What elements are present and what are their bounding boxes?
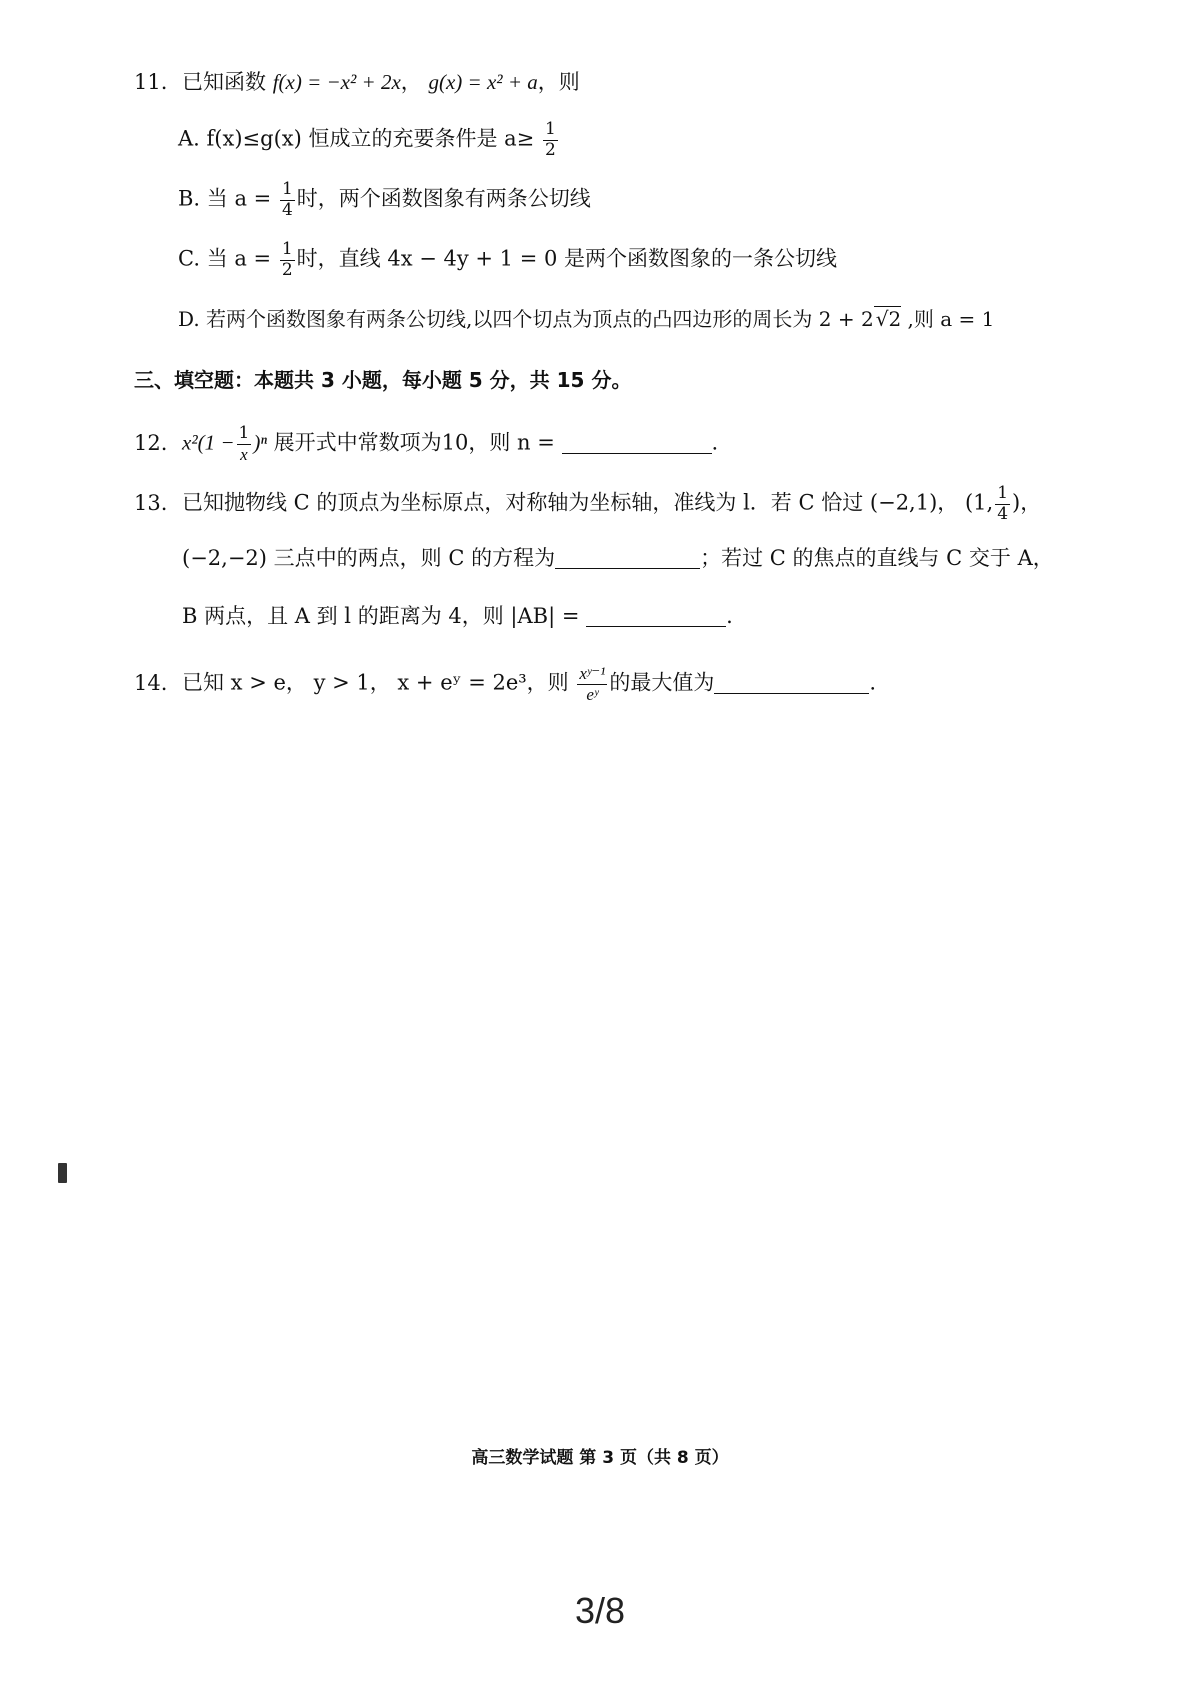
q11-number: 11. — [134, 70, 168, 94]
q13-point2-num: 1 — [997, 483, 1009, 503]
option-c-frac-den: 2 — [281, 259, 293, 280]
option-c-letter: C. — [178, 246, 200, 271]
option-a-text: f(x)≤g(x) 恒成立的充要条件是 a≥ — [206, 126, 535, 151]
q13-point2-prefix: (1, — [964, 490, 994, 515]
option-b-fraction — [280, 180, 295, 220]
q14-answer-blank[interactable] — [714, 675, 869, 694]
option-a-fraction — [543, 120, 558, 160]
q12-fraction — [237, 424, 252, 464]
q14 — [134, 664, 876, 704]
q11-g-def: g(x) = x² + a — [428, 70, 538, 94]
q12-expr-suffix: )ⁿ — [253, 430, 267, 455]
q13-point2-fraction — [995, 484, 1010, 524]
q13-ab-blank[interactable] — [586, 608, 726, 627]
q13-line3-end: . — [726, 604, 733, 628]
q13-line-3 — [182, 606, 733, 627]
q12-expr-prefix: x²(1 − — [182, 430, 235, 455]
option-b-frac-den: 4 — [281, 199, 293, 220]
q13-equation-blank[interactable] — [555, 550, 700, 569]
q13-number: 13. — [134, 490, 168, 515]
option-b-letter: B. — [178, 186, 201, 211]
option-d-sqrt: √2 — [875, 307, 902, 331]
q13-line2-a: (−2,−2) 三点中的两点，则 C 的方程为 — [182, 546, 556, 570]
option-a-letter: A. — [178, 126, 200, 151]
q13-line1-text: 已知抛物线 C 的顶点为坐标原点，对称轴为坐标轴，准线为 l．若 C 恰过 (−2,1)， — [182, 490, 959, 515]
option-d-text-1: 若两个函数图象有两条公切线,以四个切点为顶点的凸四边形的周长为 2 + 2 — [206, 307, 874, 331]
q13-line-1 — [134, 484, 1041, 524]
q11-option-b — [178, 180, 591, 220]
q14-fraction — [577, 664, 607, 704]
q11-option-d — [178, 309, 994, 329]
option-d-letter: D. — [178, 307, 200, 331]
page-footer: 高三数学试题 第 3 页（共 8 页） — [471, 1448, 729, 1468]
q12-frac-den: x — [240, 444, 248, 464]
q13-point2-den: 4 — [997, 503, 1009, 524]
q11-stem: 11. 已知函数 f(x) = −x² + 2x， g(x) = x² + a，则 — [134, 70, 580, 94]
q12 — [134, 424, 718, 464]
option-a-frac-num: 1 — [544, 119, 556, 139]
option-c-text-2: 时，直线 4x − 4y + 1 = 0 是两个函数图象的一条公切线 — [296, 246, 838, 271]
q14-frac-num: xʸ⁻¹ — [579, 664, 606, 683]
scan-mark — [58, 1163, 67, 1183]
page-indicator: 3/8 — [574, 1590, 626, 1631]
q11-stem-prefix: 已知函数 — [182, 70, 266, 94]
option-b-frac-num: 1 — [281, 179, 293, 199]
q12-frac-num: 1 — [238, 423, 250, 443]
option-b-text-2: 时，两个函数图象有两条公切线 — [296, 186, 591, 211]
q14-number: 14. — [134, 670, 168, 695]
q11-f-def: f(x) = −x² + 2x — [272, 70, 401, 94]
q14-end: . — [869, 670, 877, 695]
option-c-text-1: 当 a = — [206, 246, 272, 271]
q13-line2-b: ；若过 C 的焦点的直线与 C 交于 A， — [700, 546, 1054, 570]
q12-text: 展开式中常数项为10，则 n = — [266, 430, 555, 455]
q14-text-b: 的最大值为 — [609, 670, 715, 695]
option-a-frac-den: 2 — [544, 139, 556, 160]
q12-end: . — [711, 430, 719, 455]
q11-option-c — [178, 240, 837, 280]
q13-line-2 — [182, 548, 1054, 569]
q12-number: 12. — [134, 430, 168, 455]
q12-answer-blank[interactable] — [562, 435, 712, 454]
option-d-text-2: ,则 a = 1 — [901, 307, 995, 331]
option-c-frac-num: 1 — [281, 239, 293, 259]
q13-line3-a: B 两点，且 A 到 l 的距离为 4，则 |AB| = — [182, 604, 580, 628]
option-d-sqrt-value: 2 — [888, 307, 902, 331]
option-c-fraction — [280, 240, 295, 280]
option-b-text-1: 当 a = — [206, 186, 272, 211]
q13-point2-suffix: )， — [1012, 490, 1042, 515]
q14-frac-den: eʸ — [586, 684, 599, 704]
section-heading: 三、填空题：本题共 3 小题，每小题 5 分，共 15 分。 — [134, 368, 632, 392]
q11-stem-suffix: ，则 — [537, 70, 580, 94]
q11-option-a — [178, 120, 560, 160]
q14-text-a: 已知 x > e， y > 1， x + eʸ = 2e³，则 — [182, 670, 569, 695]
